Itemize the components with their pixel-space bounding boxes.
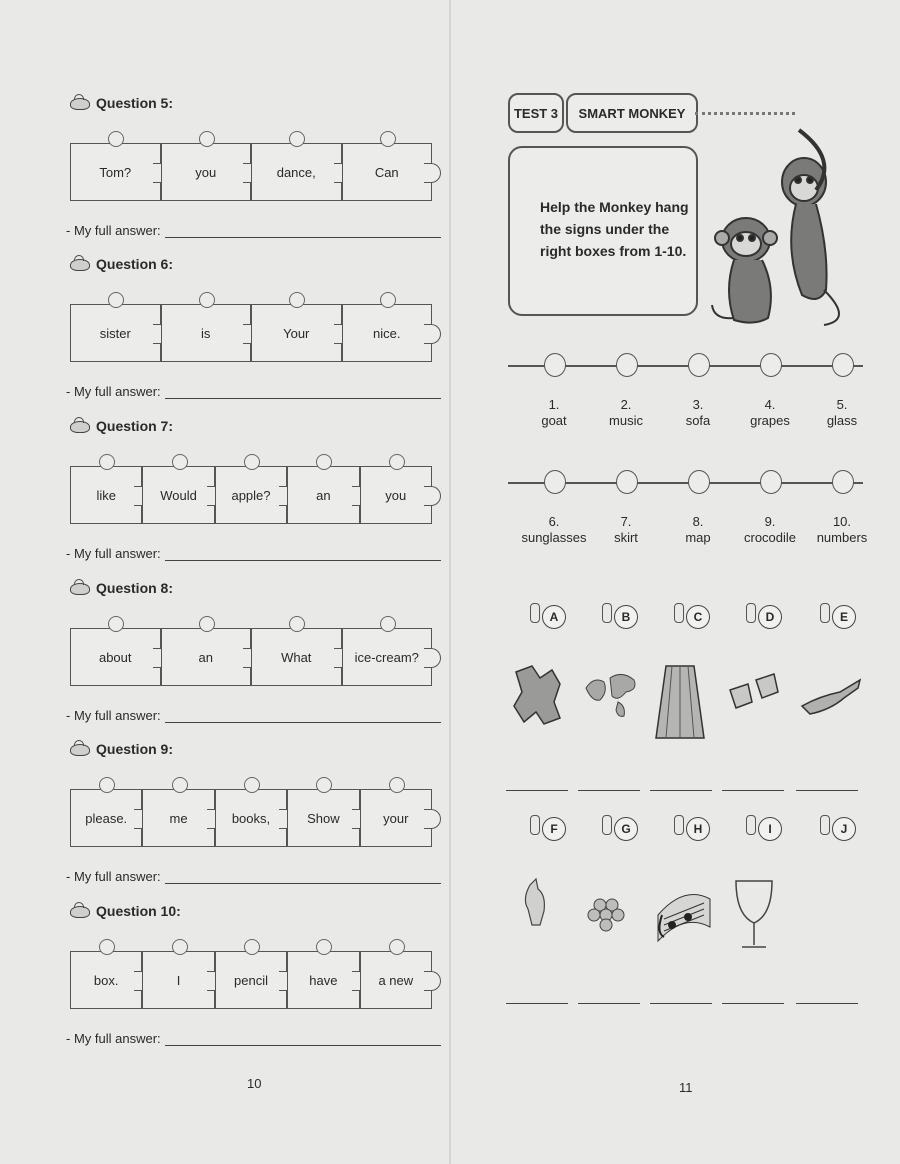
puzzle-tab (389, 777, 405, 793)
puzzle-word: Can (374, 164, 399, 180)
answer-label: - My full answer: (66, 869, 161, 884)
puzzle-piece[interactable] (287, 466, 359, 524)
word-number: 10. (832, 514, 852, 529)
word-text: music (609, 413, 643, 428)
answer-slot[interactable] (506, 790, 568, 791)
test-label: TEST 3 (508, 93, 564, 133)
answer-label: - My full answer: (66, 546, 161, 561)
puzzle-word: Would (160, 487, 197, 503)
sunglasses-picture (726, 662, 788, 747)
puzzle-tab (108, 292, 124, 308)
letter-tag[interactable]: J (832, 817, 856, 841)
word-number: 4. (764, 397, 776, 412)
instruction-text: Help the Monkey hang the signs under the right boxes from 1-10. (540, 199, 689, 259)
question-icon (68, 256, 90, 272)
puzzle-tab (316, 777, 332, 793)
puzzle-word: Show (307, 810, 340, 826)
test-title: SMART MONKEY (566, 93, 698, 133)
word-text: map (685, 530, 711, 545)
answer-line[interactable] (165, 710, 441, 723)
puzzle-word: have (309, 972, 338, 988)
answer-row (66, 1031, 441, 1046)
puzzle-piece[interactable] (215, 466, 287, 524)
word-text: sunglasses (521, 530, 587, 545)
puzzle-word: box. (93, 972, 119, 988)
word-puzzle (70, 951, 432, 1009)
puzzle-piece[interactable] (215, 951, 287, 1009)
puzzle-tab (316, 454, 332, 470)
grapes-picture (582, 875, 644, 960)
word-text: crocodile (743, 530, 797, 545)
puzzle-tab (199, 131, 215, 147)
question-icon (68, 95, 90, 111)
puzzle-word: dance, (276, 164, 316, 180)
letter-tag[interactable]: D (758, 605, 782, 629)
puzzle-tab (108, 616, 124, 632)
puzzle-piece[interactable] (142, 466, 214, 524)
puzzle-tab (244, 777, 260, 793)
puzzle-tab (99, 454, 115, 470)
rope (695, 112, 795, 115)
answer-slot[interactable] (506, 1003, 568, 1004)
question-heading (68, 741, 173, 757)
hanger-ring (688, 353, 710, 377)
puzzle-tab (380, 131, 396, 147)
puzzle-piece[interactable] (70, 628, 161, 686)
puzzle-tab (389, 454, 405, 470)
answer-slot[interactable] (650, 1003, 712, 1004)
puzzle-word: apple? (231, 487, 271, 503)
question-title: Question 9: (96, 741, 174, 757)
puzzle-word: a new (378, 972, 414, 988)
puzzle-piece[interactable] (251, 143, 342, 201)
puzzle-tab (316, 939, 332, 955)
puzzle-tab (380, 292, 396, 308)
hook-icon (674, 603, 684, 623)
answer-label: - My full answer: (66, 384, 161, 399)
letter-tag[interactable]: F (542, 817, 566, 841)
puzzle-piece[interactable] (360, 466, 432, 524)
puzzle-piece[interactable] (70, 143, 161, 201)
puzzle-piece[interactable] (142, 789, 214, 847)
puzzle-piece[interactable] (161, 304, 252, 362)
hanger-ring (760, 353, 782, 377)
puzzle-word: nice. (373, 325, 401, 341)
puzzle-tab (380, 616, 396, 632)
puzzle-word: an (316, 487, 331, 503)
question-heading (68, 418, 173, 434)
puzzle-word: an (198, 649, 213, 665)
puzzle-piece[interactable] (342, 628, 433, 686)
puzzle-knob (424, 971, 441, 991)
puzzle-knob (424, 324, 441, 344)
hook-icon (602, 815, 612, 835)
word-number: 9. (764, 514, 776, 529)
monkey-illustration (704, 120, 864, 330)
puzzle-word: pencil (234, 972, 268, 988)
letter-tag[interactable]: E (832, 605, 856, 629)
word-number: 7. (620, 514, 632, 529)
question-heading (68, 903, 181, 919)
puzzle-tab (289, 131, 305, 147)
hanger-ring (832, 470, 854, 494)
word-number: 6. (548, 514, 560, 529)
puzzle-word: like (96, 487, 116, 503)
puzzle-piece[interactable] (161, 143, 252, 201)
answer-line[interactable] (165, 548, 441, 561)
letter-tag[interactable]: I (758, 817, 782, 841)
hanger-ring (688, 470, 710, 494)
crocodile-picture (800, 662, 862, 747)
puzzle-word: about (98, 649, 132, 665)
word-number: 2. (620, 397, 632, 412)
word-text: grapes (750, 413, 790, 428)
puzzle-tab (172, 777, 188, 793)
puzzle-word: sister (99, 325, 131, 341)
word-number: 1. (548, 397, 560, 412)
hook-icon (674, 815, 684, 835)
hanger-ring (616, 470, 638, 494)
puzzle-tab (172, 939, 188, 955)
puzzle-word: is (201, 325, 211, 341)
answer-row (66, 708, 441, 723)
puzzle-knob (424, 163, 441, 183)
puzzle-piece[interactable] (70, 951, 142, 1009)
word-puzzle (70, 466, 432, 524)
puzzle-tab (172, 454, 188, 470)
hanger-row-2 (508, 470, 863, 500)
answer-line[interactable] (165, 225, 441, 238)
puzzle-word: please. (85, 810, 128, 826)
word-text: skirt (614, 530, 638, 545)
page-number-right: 11 (679, 1080, 693, 1095)
puzzle-word: books, (231, 810, 271, 826)
answer-row (66, 869, 441, 884)
puzzle-word: Tom? (99, 164, 132, 180)
puzzle-word: you (385, 487, 407, 503)
word-text: numbers (816, 530, 868, 545)
word-label (798, 397, 886, 429)
answer-slot[interactable] (578, 790, 640, 791)
hook-icon (820, 603, 830, 623)
answer-label: - My full answer: (66, 223, 161, 238)
word-puzzle (70, 628, 432, 686)
puzzle-tab (108, 131, 124, 147)
puzzle-tab (199, 292, 215, 308)
hanger-ring (616, 353, 638, 377)
question-title: Question 10: (96, 903, 181, 919)
puzzle-word: me (169, 810, 188, 826)
answer-slot[interactable] (796, 1003, 858, 1004)
hanger-ring (760, 470, 782, 494)
puzzle-tab (99, 777, 115, 793)
puzzle-piece[interactable] (360, 951, 432, 1009)
letter-tag[interactable]: H (686, 817, 710, 841)
word-puzzle (70, 789, 432, 847)
puzzle-piece[interactable] (70, 466, 142, 524)
answer-line[interactable] (165, 386, 441, 399)
puzzle-piece[interactable] (360, 789, 432, 847)
word-text: glass (826, 413, 858, 428)
puzzle-tab (244, 454, 260, 470)
word-label (798, 514, 886, 546)
puzzle-piece[interactable] (251, 628, 342, 686)
puzzle-piece[interactable] (342, 143, 433, 201)
puzzle-piece[interactable] (342, 304, 433, 362)
answer-row (66, 223, 441, 238)
puzzle-piece[interactable] (161, 628, 252, 686)
question-heading (68, 256, 173, 272)
hook-icon (602, 603, 612, 623)
puzzle-tab (289, 292, 305, 308)
glass-picture (726, 875, 788, 960)
answer-label: - My full answer: (66, 1031, 161, 1046)
answer-row (66, 546, 441, 561)
puzzle-piece[interactable] (142, 951, 214, 1009)
hanger-ring (544, 353, 566, 377)
hook-icon (746, 603, 756, 623)
question-title: Question 7: (96, 418, 174, 434)
question-heading (68, 95, 173, 111)
puzzle-piece[interactable] (287, 951, 359, 1009)
hook-icon (530, 815, 540, 835)
puzzle-knob (424, 809, 441, 829)
puzzle-piece[interactable] (215, 789, 287, 847)
puzzle-tab (199, 616, 215, 632)
answer-slot[interactable] (722, 790, 784, 791)
answer-row (66, 384, 441, 399)
instruction-box (508, 146, 698, 316)
puzzle-piece[interactable] (70, 789, 142, 847)
skirt-picture (654, 662, 716, 747)
question-icon (68, 903, 90, 919)
word-text: sofa (685, 413, 711, 428)
word-number: 8. (692, 514, 704, 529)
hanger-row-1 (508, 353, 863, 383)
puzzle-tab (99, 939, 115, 955)
question-icon (68, 580, 90, 596)
word-number: 3. (692, 397, 704, 412)
page-number-left: 10 (247, 1076, 262, 1091)
question-heading (68, 580, 173, 596)
question-icon (68, 418, 90, 434)
answer-slot[interactable] (722, 1003, 784, 1004)
hanger-ring (544, 470, 566, 494)
puzzle-piece[interactable] (251, 304, 342, 362)
puzzle-tab (244, 939, 260, 955)
puzzle-pieces-picture (510, 662, 572, 747)
letter-tag[interactable]: G (614, 817, 638, 841)
goat-picture (510, 875, 572, 960)
hook-icon (530, 603, 540, 623)
hook-icon (746, 815, 756, 835)
letter-tag[interactable]: B (614, 605, 638, 629)
music-notes-picture (654, 875, 716, 960)
answer-line[interactable] (165, 1033, 441, 1046)
question-title: Question 5: (96, 95, 174, 111)
question-title: Question 8: (96, 580, 174, 596)
answer-slot[interactable] (650, 790, 712, 791)
word-puzzle (70, 143, 432, 201)
puzzle-tab (289, 616, 305, 632)
puzzle-piece[interactable] (70, 304, 161, 362)
answer-line[interactable] (165, 871, 441, 884)
puzzle-word: Your (283, 325, 310, 341)
letter-tag[interactable]: C (686, 605, 710, 629)
question-title: Question 6: (96, 256, 174, 272)
hook-icon (820, 815, 830, 835)
puzzle-word: What (281, 649, 312, 665)
word-number: 5. (836, 397, 848, 412)
word-text: goat (541, 413, 567, 428)
world-map-picture (582, 662, 644, 747)
letter-tag[interactable]: A (542, 605, 566, 629)
puzzle-word: you (195, 164, 217, 180)
answer-slot[interactable] (578, 1003, 640, 1004)
word-puzzle (70, 304, 432, 362)
answer-slot[interactable] (796, 790, 858, 791)
puzzle-knob (424, 648, 441, 668)
puzzle-tab (389, 939, 405, 955)
puzzle-piece[interactable] (287, 789, 359, 847)
puzzle-knob (424, 486, 441, 506)
puzzle-word: ice-cream? (354, 649, 419, 665)
puzzle-word: your (383, 810, 409, 826)
puzzle-word: I (176, 972, 181, 988)
hanger-ring (832, 353, 854, 377)
question-icon (68, 741, 90, 757)
answer-label: - My full answer: (66, 708, 161, 723)
